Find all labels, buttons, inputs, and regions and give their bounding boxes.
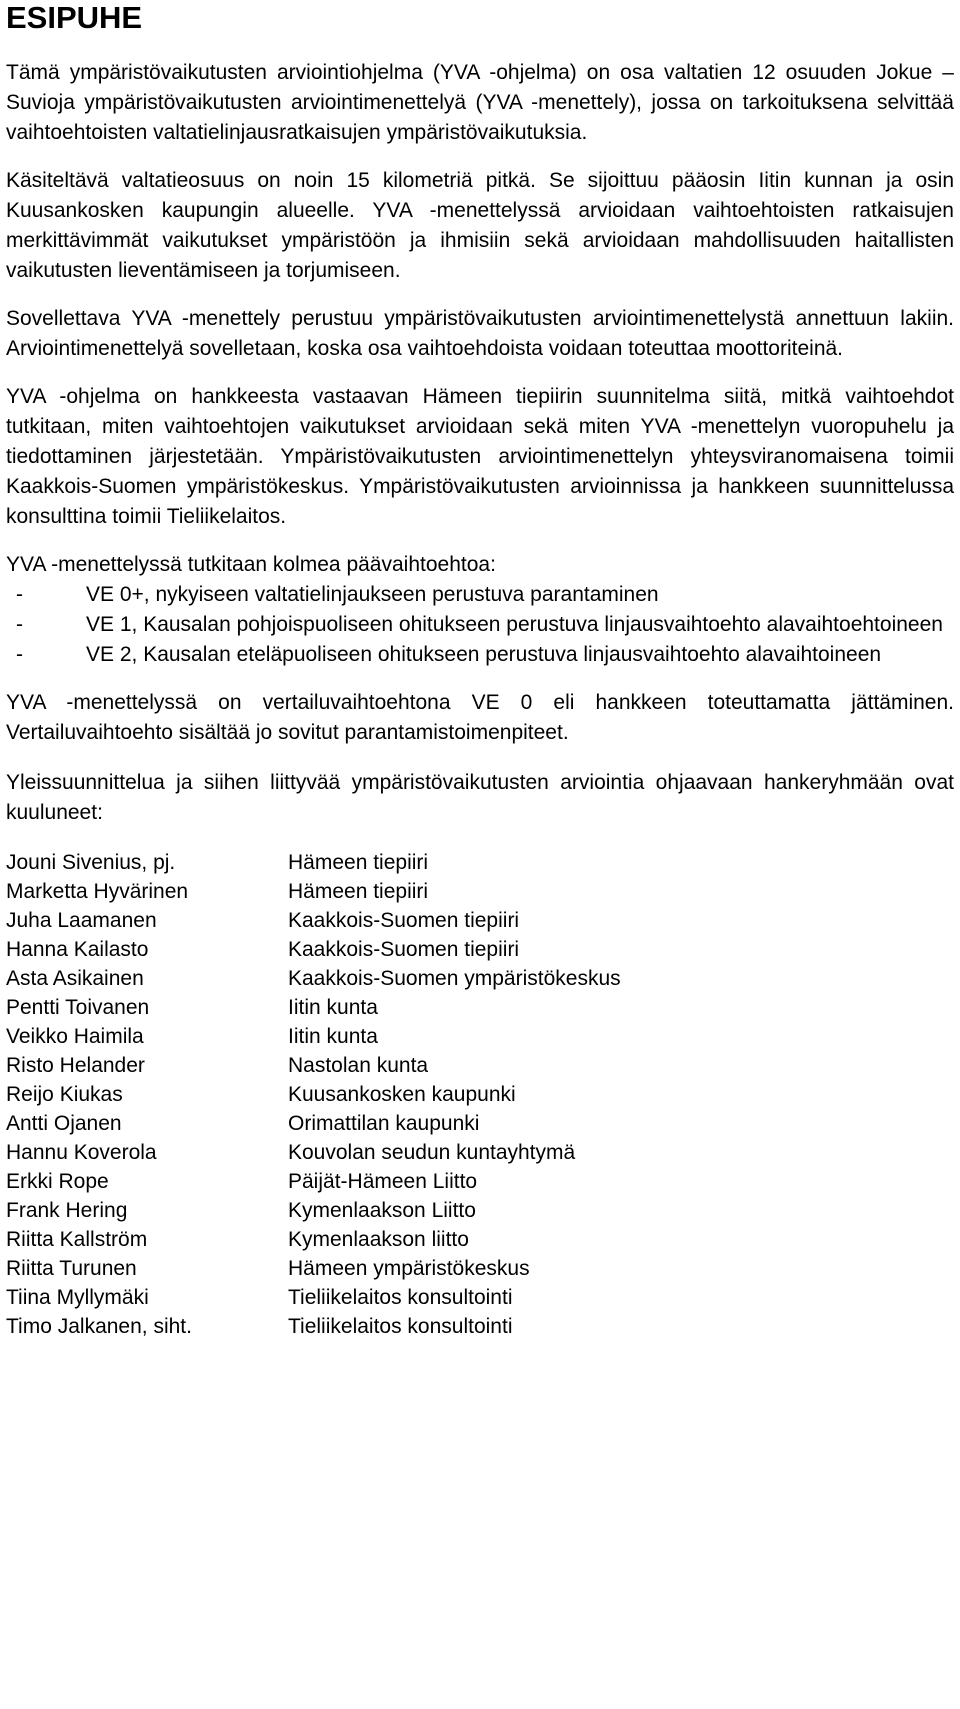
member-name: Marketta Hyvärinen [6,880,189,903]
member-organization: Kymenlaakson liitto [288,1228,469,1251]
member-row [6,1283,954,1312]
member-name: Riitta Kallström [6,1228,148,1251]
member-name: Antti Ojanen [6,1112,122,1135]
member-row [6,1051,954,1080]
member-name: Veikko Haimila [6,1025,144,1048]
list-dash: - [16,643,23,666]
alternatives-list [6,580,954,670]
member-row [6,906,954,935]
member-organization: Orimattilan kaupunki [288,1112,480,1135]
member-row [6,1109,954,1138]
member-name: Erkki Rope [6,1170,109,1193]
member-organization: Iitin kunta [288,1025,378,1048]
paragraph-comparison-alternative: YVA -menettelyssä on vertailuvaihtoehtona VE 0 eli hankkeen toteuttamatta jättäminen. Vertailuvaihtoehto sisältää jo sovitut parantamistoimenpiteet. [6,691,954,744]
member-row [6,1196,954,1225]
paragraph-applied-procedure: Sovellettava YVA -menettely perustuu ympäristövaikutusten arviointimenettelystä annettuun lakiin. Arviointimenettelyä sovelletaan, koska osa vaihtoehdoista voidaan toteuttaa moottoriteinä. [6,307,954,360]
member-name: Juha Laamanen [6,909,157,932]
member-row [6,1167,954,1196]
page-title: ESIPUHE [6,0,143,35]
member-name: Hannu Koverola [6,1141,157,1164]
list-item-text: VE 2, Kausalan eteläpuoliseen ohitukseen perustuva linjausvaihtoehto alavaihtoineen [86,643,882,666]
member-organization: Nastolan kunta [288,1054,429,1077]
member-name: Frank Hering [6,1199,128,1222]
paragraph-intro: Tämä ympäristövaikutusten arviointiohjelma (YVA -ohjelma) on osa valtatien 12 osuuden Jokue – Suvioja ympäristövaikutusten arviointimenettelyä (YVA -menettely), jossa on tarkoituksena selvittää vaihtoehtoisten valtatielinjausratkaisujen ympäristövaikutuksia. [6,61,954,144]
member-organization: Kaakkois-Suomen tiepiiri [288,909,520,932]
member-row [6,1080,954,1109]
member-organization: Tieliikelaitos konsultointi [288,1315,513,1338]
member-organization: Kaakkois-Suomen ympäristökeskus [288,967,621,990]
member-organization: Hämeen ympäristökeskus [288,1257,530,1280]
list-item-text: VE 0+, nykyiseen valtatielinjaukseen perustuva parantaminen [86,583,659,606]
member-row [6,877,954,906]
member-row [6,993,954,1022]
member-row [6,1312,954,1341]
list-dash: - [16,613,23,636]
member-name: Timo Jalkanen, siht. [6,1315,192,1338]
member-name: Pentti Toivanen [6,996,150,1019]
member-name: Riitta Turunen [6,1257,137,1280]
member-name: Jouni Sivenius, pj. [6,851,176,874]
list-item [6,610,954,640]
member-name: Asta Asikainen [6,967,144,990]
member-name: Hanna Kailasto [6,938,149,961]
member-organization: Kymenlaakson Liitto [288,1199,476,1222]
list-item [6,640,954,670]
member-row [6,1138,954,1167]
member-organization: Hämeen tiepiiri [288,880,429,903]
member-organization: Kouvolan seudun kuntayhtymä [288,1141,576,1164]
member-row [6,848,954,877]
paragraph-programme-description: YVA -ohjelma on hankkeesta vastaavan Hämeen tiepiirin suunnitelma siitä, mitkä vaihtoehdot tutkitaan, miten vaihtoehtojen vaikutukset arvioidaan sekä miten YVA -menettelyn vuoropuhelu ja tiedottaminen järjestetään. Ympäristövaikutusten arviointimenettelyn yhteysviranomaisena toimii Kaakkois-Suomen ympäristökeskus. Ympäristövaikutusten arvioinnissa ja hankkeen suunnittelussa konsulttina toimii Tieliikelaitos. [6,385,954,528]
project-group-members [6,848,954,1341]
member-name: Risto Helander [6,1054,145,1077]
member-row [6,1225,954,1254]
list-item [6,580,954,610]
list-dash: - [16,583,23,606]
member-organization: Tieliikelaitos konsultointi [288,1286,513,1309]
member-name: Reijo Kiukas [6,1083,123,1106]
member-organization: Iitin kunta [288,996,378,1019]
member-organization: Päijät-Hämeen Liitto [288,1170,478,1193]
member-name: Tiina Myllymäki [6,1286,149,1309]
member-row [6,1254,954,1283]
paragraph-alternatives-intro: YVA -menettelyssä tutkitaan kolmea päävaihtoehtoa: [6,553,496,576]
member-row [6,1022,954,1051]
list-item-text: VE 1, Kausalan pohjoispuoliseen ohitukseen perustuva linjausvaihtoehto alavaihtoehtoineen [86,613,943,636]
paragraph-project-group-intro: Yleissuunnittelua ja siihen liittyvää ympäristövaikutusten arviointia ohjaavaan hankeryhmään ovat kuuluneet: [6,771,954,824]
member-row [6,935,954,964]
member-organization: Kuusankosken kaupunki [288,1083,516,1106]
paragraph-section-description: Käsiteltävä valtatieosuus on noin 15 kilometriä pitkä. Se sijoittuu pääosin Iitin kunnan ja osin Kuusankosken kaupungin alueelle. YVA -menettelyssä arvioidaan vaihtoehtoisten ratkaisujen merkittävimmät vaikutukset ympäristöön ja ihmisiin sekä arvioidaan mahdollisuuden haitallisten vaikutusten lieventämiseen ja torjumiseen. [6,169,954,282]
member-organization: Kaakkois-Suomen tiepiiri [288,938,520,961]
member-row [6,964,954,993]
member-organization: Hämeen tiepiiri [288,851,429,874]
